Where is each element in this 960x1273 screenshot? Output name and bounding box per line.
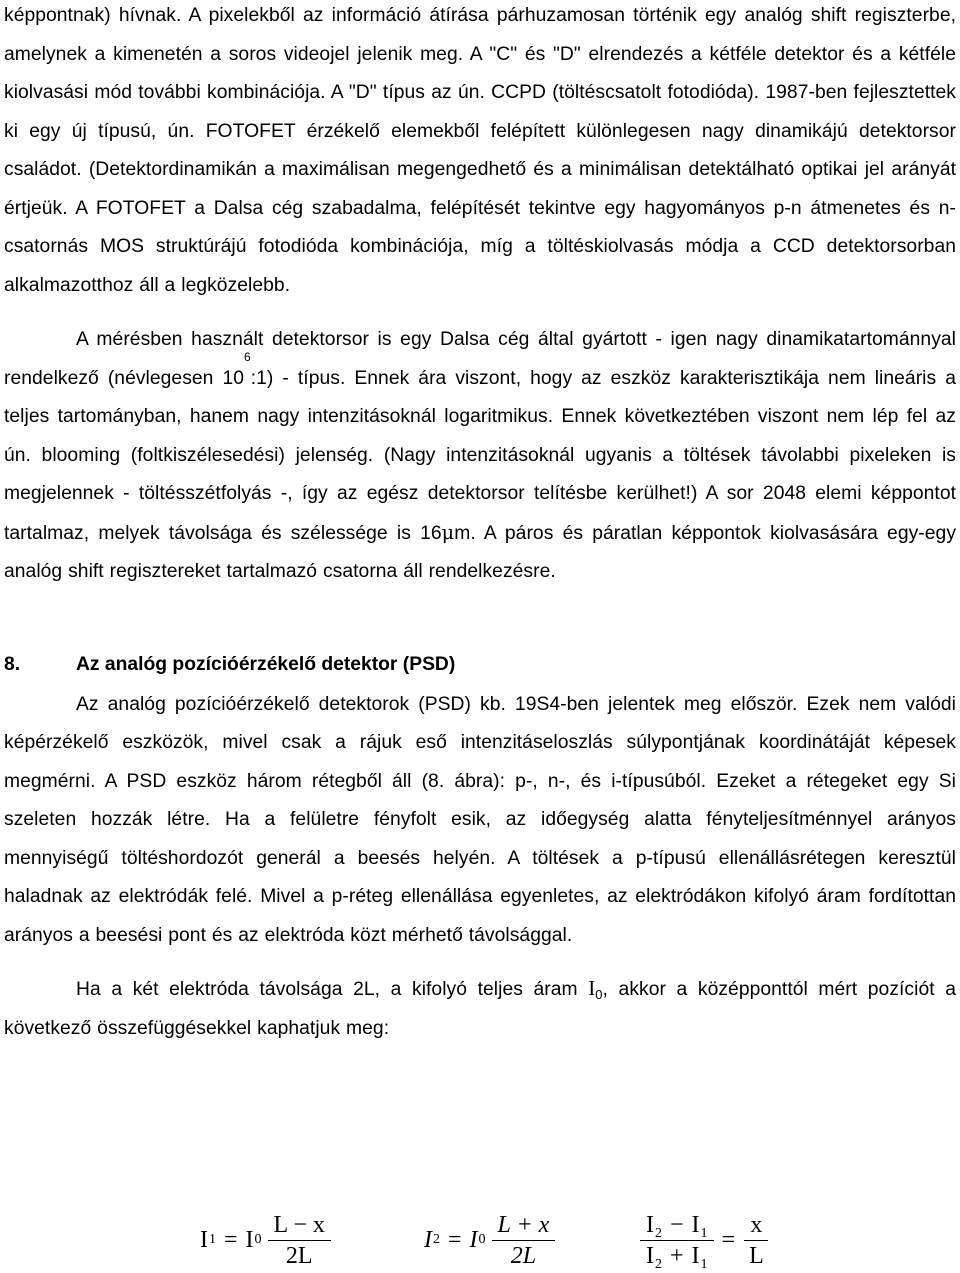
formula-ratio-num-op: −	[670, 1211, 684, 1238]
formula-i1-numerator: L − x	[268, 1211, 331, 1241]
formula-ratio-num-a-sub: 2	[655, 1225, 662, 1241]
formula-i2-numerator: L + x	[492, 1211, 556, 1241]
formula-ratio-right-numerator: x	[744, 1211, 768, 1241]
current-subscript: 0	[595, 987, 603, 1002]
formula-ratio-num-b: I	[691, 1211, 700, 1238]
formula-ratio-right-fraction	[743, 1211, 770, 1270]
formula-i1-equals: =	[224, 1226, 238, 1253]
formula-i2-lhs: I	[424, 1226, 432, 1253]
section-number: 8.	[4, 653, 21, 675]
formula-row	[0, 1208, 960, 1273]
paragraph-dalsa-text-a: A mérésben használt detektorsor is egy Dalsa cég által gyártott - igen nagy dinamikatartománnyal rendelkező (névlegesen 10	[4, 329, 956, 389]
formula-i2-denominator: 2L	[510, 1242, 537, 1269]
paragraph-dalsa-text-c: m. A páros és páratlan képpontok kiolvasására egy-egy analóg shift regisztereket tartalmazó csatorna áll rendelkezésre.	[4, 522, 957, 582]
formula-i1: I 1 = I 0 $\frac{L - x}{2L}$	[200, 1208, 331, 1272]
formula-i2-fraction	[492, 1211, 556, 1270]
formula-ratio	[640, 1208, 770, 1272]
formula-ratio-left-numerator	[640, 1211, 714, 1241]
paragraph-detector-types: képpontnak) hívnak. A pixelekből az információ átírása párhuzamosan történik egy analóg shift regiszterbe, amelynek a kimenetén a soros videojel jelenik meg. A "C" és "D" elrendezés a kétféle detektor és a kétféle kiolvasási mód további kombinációja. A "D" típus az ún. CCPD (töltéscsatolt fotodióda). 1987-ben fejlesztettek ki egy új típusú, ún. FOTOFET érzékelő elemekből felépített különlegesen nagy dinamikájú detektorsor családot. (Detektordinamikán a maximálisan megengedhető és a minimálisan detektálható optikai jel arányát értjeük. A FOTOFET a Dalsa cég szabadalma, felépítését tekintve egy hagyományos p-n átmenetes és n-csatornás MOS struktúrájú fotodióda kombinációja, míg a töltéskiolvasás módja a CCD detektorsorban alkalmazotthoz áll a legközelebb.	[4, 5, 956, 296]
section-heading	[4, 648, 956, 682]
formula-ratio-right-denominator: L	[749, 1242, 764, 1269]
exponent-superscript: 6	[244, 349, 251, 364]
formula-ratio-left-fraction	[640, 1211, 714, 1270]
formula-i1-mul: I	[245, 1226, 254, 1253]
formula-ratio-num-b-sub: 1	[700, 1225, 708, 1241]
paragraph-electrode-formula-intro	[4, 969, 956, 1048]
section-title: Az analóg pozícióérzékelő detektor (PSD)	[76, 653, 456, 675]
formula-ratio-left-denominator	[640, 1241, 714, 1270]
intro-text-b: , akkor a középponttól mért pozíciót a következő összefüggésekkel kaphatjuk meg:	[4, 979, 956, 1039]
formula-i1-lhs: I	[200, 1226, 208, 1253]
formula-ratio-den-a-sub: 2	[655, 1256, 662, 1272]
paragraph-dalsa-detector	[4, 321, 956, 592]
formula-i2-equals: =	[448, 1226, 462, 1253]
formula-i2: I 2 = I 0 $\frac{L + x}{2L}$	[424, 1208, 555, 1272]
intro-text-a: Ha a két elektróda távolsága 2L, a kifolyó teljes áram	[76, 979, 589, 1000]
formula-ratio-num-a: I	[646, 1211, 654, 1238]
paragraph-dalsa-text-b: :1) - típus. Ennek ára viszont, hogy az eszköz karakterisztikája nem lineáris a teljes tartományban, hanem nagy intenzitásoknál logaritmikus. Ennek következtében viszont nem lép fel az ún. blooming (foltkiszélesedési) jelenség. (Nagy intenzitásoknál ugyanis a töltések távolabbi pixeleken is megjelennek - töltésszétfolyás -, így az egész detektorsor telítésbe kerülhet!) A sor 2048 elemi képpontot tartalmaz, melyek távolsága és szélessége is 16	[4, 367, 956, 544]
formula-ratio-den-op: +	[670, 1242, 684, 1269]
current-symbol: I	[588, 976, 596, 1000]
formula-i1-fraction	[268, 1211, 331, 1270]
formula-i1-denominator: 2L	[285, 1242, 313, 1269]
formula-i2-mul: I	[469, 1226, 478, 1253]
formula-ratio-den-b-sub: 1	[700, 1256, 708, 1272]
formula-ratio-den-b: I	[691, 1242, 700, 1269]
paragraph-psd-description: Az analóg pozícióérzékelő detektorok (PSD) kb. 19S4-ben jelentek meg először. Ezek nem valódi képérzékelő eszközök, mivel csak a rájuk eső intenzitáseloszlás súlypontjának koordinátáját képesek megmérni. A PSD eszköz három rétegből áll (8. ábra): p-, n-, és i-típusúból. Ezeket a rétegeket egy Si szeleten hozzák létre. Ha a felületre fényfolt esik, az időegység alatta fényteljesítménnyel arányos mennyiségű töltéshordozót generál a beesés helyén. A töltések a p-típusú ellenállásrétegen keresztül haladnak az elektródák felé. Mivel a p-réteg ellenállása egyenletes, az elektródákon kifolyó áram fordítottan arányos a beesési pont és az elektróda közt mérhető távolsággal.	[4, 693, 956, 946]
formula-ratio-equals: =	[721, 1226, 736, 1253]
formula-ratio-den-a: I	[646, 1242, 654, 1269]
micro-symbol: μ	[441, 520, 455, 544]
document-page	[4, 0, 956, 1048]
